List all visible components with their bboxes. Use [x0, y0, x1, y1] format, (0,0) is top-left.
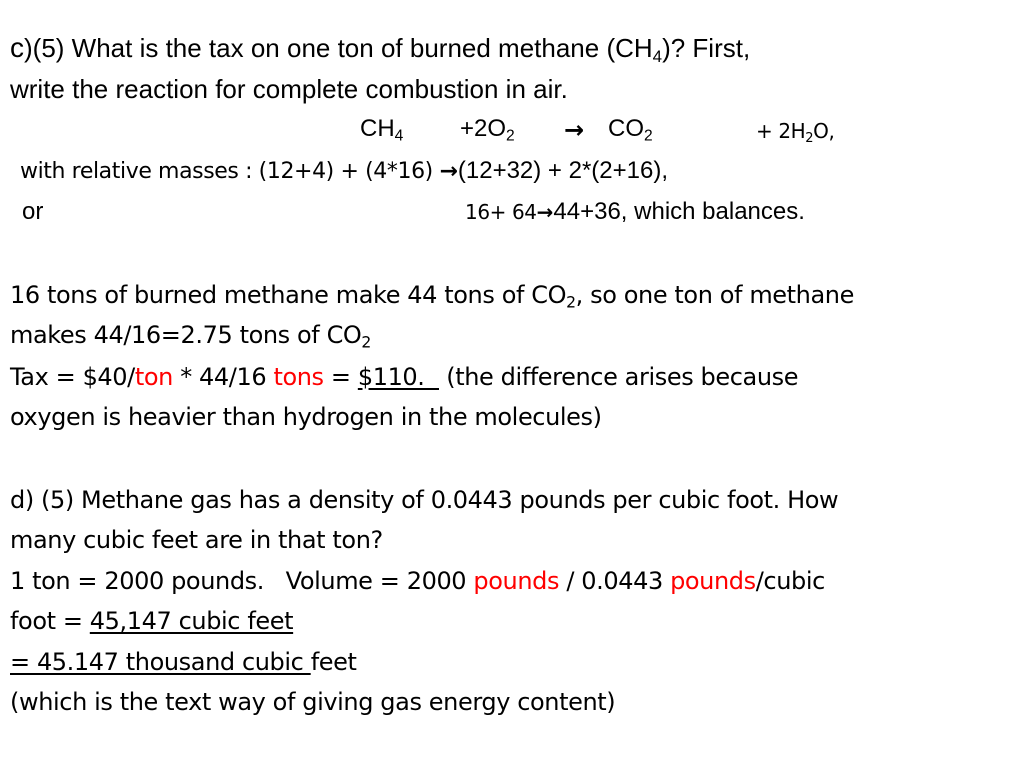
- foot-result-line: foot = 45,147 cubic feet: [10, 607, 294, 635]
- reaction-product-h2o: + $2H_2O$,: [756, 119, 835, 146]
- note-line: (which is the text way of giving gas energy content): [10, 688, 616, 716]
- volume-line: 1 ton = 2000 pounds. Volume = 2000 pounds / 0.0443 pounds/cubic: [10, 567, 825, 595]
- balance-line: 16+ 64→44+36, which balances.: [465, 198, 805, 225]
- arrow-icon: →: [439, 159, 458, 184]
- thousand-cubic-feet-line: = 45.147 thousand cubic feet: [10, 648, 357, 676]
- question-d-line-2: many cubic feet are in that ton?: [10, 526, 383, 554]
- reaction-arrow-icon: →: [564, 116, 585, 144]
- relative-masses-line: with relative masses : (12+4) + (4*16) →(12+32) + 2*(2+16),: [20, 157, 669, 184]
- volume-unit-pounds-1: pounds: [473, 567, 560, 595]
- arrow-icon: →: [536, 200, 554, 224]
- tax-result: $110.: [357, 363, 439, 391]
- answer-c-line-4: oxygen is heavier than hydrogen in the molecules): [10, 403, 602, 431]
- reaction-reactant-o2: $+2O_2$: [460, 115, 515, 145]
- volume-unit-pounds-2: pounds: [670, 567, 756, 595]
- question-d-line-1: d) (5) Methane gas has a density of 0.0443 pounds per cubic foot. How: [10, 486, 839, 514]
- answer-c-line-2: makes 44/16=2.75 tons of $CO_2$: [10, 321, 371, 352]
- reaction-product-co2: $CO_2$: [608, 115, 653, 145]
- question-c-line-2: write the reaction for complete combustion in air.: [10, 74, 568, 104]
- or-label: or: [22, 198, 44, 225]
- answer-c-line-1: 16 tons of burned methane make 44 tons of $CO_2$, so one ton of methane: [10, 281, 854, 312]
- question-c-line-1: c)(5) What is the tax on one ton of burned methane $(CH_4)$? First,: [10, 32, 751, 67]
- cubic-feet-result: 45,147 cubic feet: [89, 607, 294, 635]
- question-c-letter: c: [10, 32, 24, 63]
- tax-unit-tons: tons: [273, 363, 324, 391]
- tax-line: Tax = $40/ton * 44/16 tons = $110. (the difference arises because: [10, 363, 799, 391]
- reaction-reactant-ch4: $CH_4$: [360, 115, 404, 145]
- tax-unit-ton: ton: [134, 363, 173, 391]
